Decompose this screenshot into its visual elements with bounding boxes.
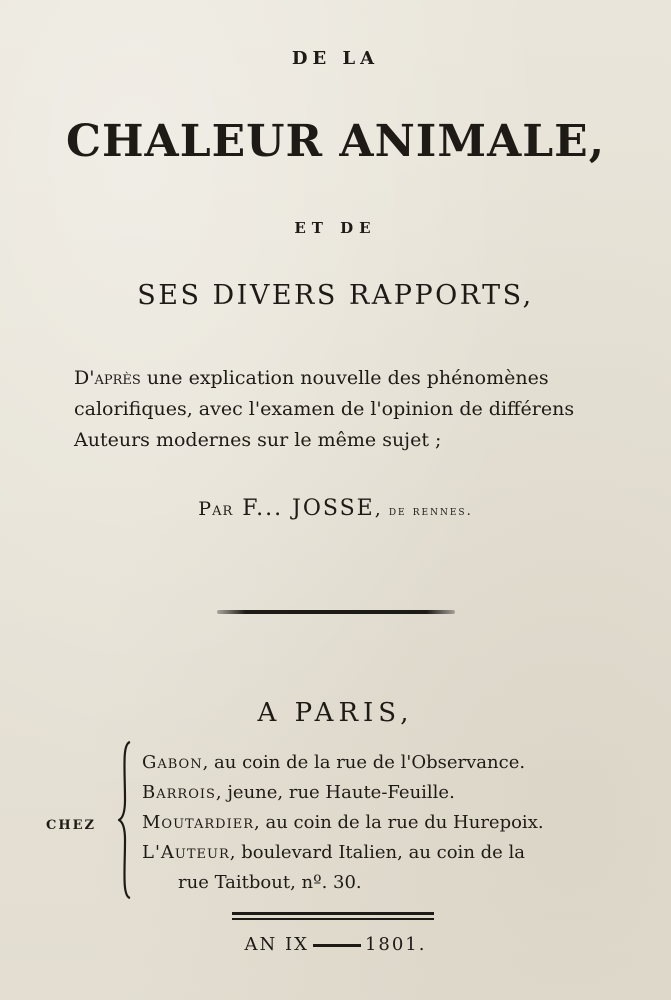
description-line-3: Auteurs modernes sur le même sujet ; bbox=[74, 429, 442, 451]
seller-address: , jeune, rue Haute-Feuille. bbox=[215, 782, 455, 803]
imprint-chez: CHEZ bbox=[46, 818, 97, 833]
description-lead: D'après bbox=[74, 367, 141, 389]
seller-item bbox=[142, 808, 544, 838]
author-par: Par bbox=[198, 498, 234, 520]
description-line-1 bbox=[40, 363, 630, 394]
description-line-2: calorifiques, avec l'examen de l'opinion de différens bbox=[74, 398, 575, 420]
subtitle: SES DIVERS RAPPORTS, bbox=[137, 280, 534, 311]
year-prefix: AN IX bbox=[244, 934, 309, 955]
seller-name: Gabon bbox=[142, 752, 203, 773]
imprint-city: A PARIS, bbox=[257, 698, 414, 728]
main-title: CHALEUR ANIMALE, bbox=[65, 116, 606, 167]
seller-name: L'Auteur bbox=[142, 842, 230, 863]
year-value: 1801. bbox=[364, 934, 427, 955]
seller-name: Barrois bbox=[142, 782, 216, 803]
description-line-1-text: une explication nouvelle des phénomènes bbox=[140, 367, 549, 389]
author-name: F... JOSSE bbox=[233, 496, 375, 521]
dash-rule bbox=[313, 944, 361, 947]
author-line bbox=[0, 496, 671, 521]
description bbox=[40, 363, 630, 456]
seller-address: , boulevard Italien, au coin de la bbox=[229, 842, 526, 863]
heading-et-de: ET DE bbox=[294, 219, 377, 237]
seller-item bbox=[142, 748, 544, 778]
imprint-year-line bbox=[0, 934, 671, 955]
sellers-list bbox=[142, 748, 544, 898]
seller-address-continuation: rue Taitbout, nº. 30. bbox=[178, 872, 362, 893]
double-rule bbox=[232, 912, 434, 920]
seller-name: Moutardier bbox=[142, 812, 255, 833]
seller-address: , au coin de la rue du Hurepoix. bbox=[254, 812, 544, 833]
seller-item bbox=[142, 838, 544, 868]
seller-address: , au coin de la rue de l'Observance. bbox=[202, 752, 526, 773]
divider-rule bbox=[217, 610, 455, 614]
author-sep: , bbox=[374, 498, 389, 520]
seller-item bbox=[142, 778, 544, 808]
author-origin: de rennes. bbox=[388, 504, 473, 519]
heading-de-la: DE LA bbox=[291, 48, 380, 69]
curly-brace-icon bbox=[118, 740, 132, 900]
